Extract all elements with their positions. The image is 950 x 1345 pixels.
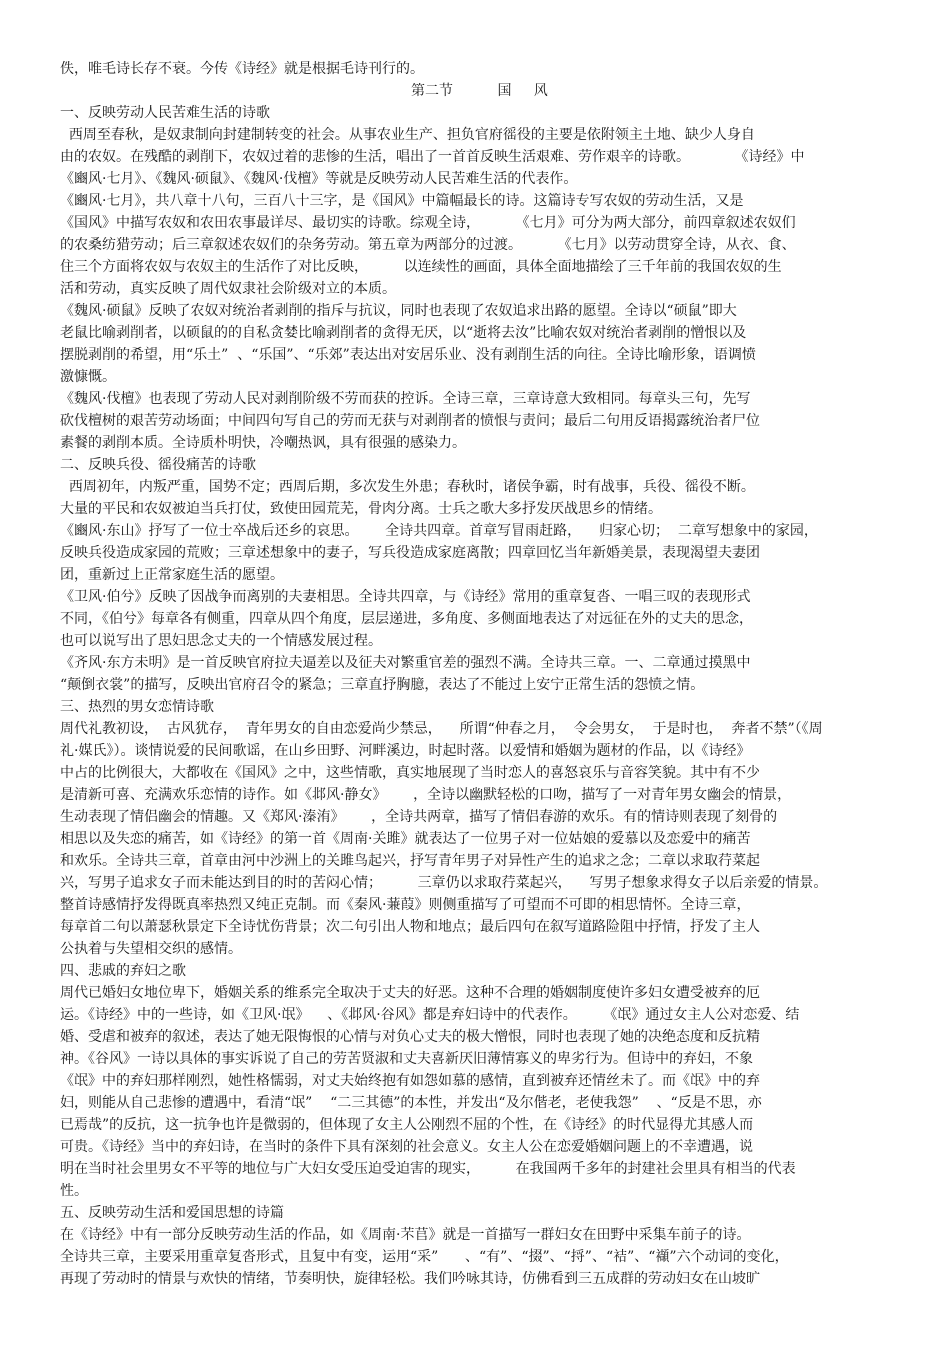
text-line: 明在当时社会里男女不平等的地位与广大妇女受压迫受迫害的现实， 在我国两千多年的封建社会里具有相当的代表	[60, 1161, 796, 1177]
text-line: 性。	[60, 1183, 88, 1199]
text-line: 团，重新过上正常家庭生活的愿望。	[60, 567, 284, 583]
text-line: 由的农奴。在残酷的剥削下，农奴过着的悲惨的生活，唱出了一首首反映生活艰难、劳作艰辛的诗歌。 《诗经》中	[60, 149, 805, 165]
text-line: 兴，写男子追求女子而未能达到目的时的苦闷心情； 三章仍以求取荇菜起兴， 写男子想象求得女子以后亲爱的情景。	[60, 875, 828, 891]
text-line: 大量的平民和农奴被迫当兵打仗，致使田园荒芜，骨肉分离。士兵之歌大多抒发厌战思乡的情绪。	[60, 501, 662, 517]
text-line: 摆脱剥削的希望，用“乐土” 、“乐国”、“乐郊”表达出对安居乐业、没有剥削生活的向往。全诗比喻形象，语调愤	[60, 347, 756, 363]
text-line: 佚，唯毛诗长存不衰。今传《诗经》就是根据毛诗刊行的。	[60, 61, 424, 77]
text-line: 整首诗感情抒发得既真率热烈又纯正克制。而《秦风·蒹葭》则侧重描写了可望而不可即的相思情怀。全诗三章，	[60, 897, 751, 913]
subsection-heading: 一、反映劳动人民苦难生活的诗歌	[60, 105, 270, 121]
text-line: 婚、受虐和被弃的叙述，表达了她无限悔恨的心情与对负心丈夫的极大憎恨，同时也表现了她的决绝态度和反抗精	[60, 1029, 760, 1045]
text-line: 相思以及失恋的痛苦，如《诗经》的第一首《周南·关雎》就表达了一位男子对一位姑娘的爱慕以及恋爱中的痛苦	[60, 831, 751, 847]
text-line: 砍伐檀树的艰苦劳动场面；中间四句写自己的劳而无获与对剥削者的愤恨与责问；最后二句用反语揭露统治者尸位	[60, 413, 760, 429]
text-line: 《豳风·七月》，共八章十八句，三百八十三字，是《国风》中篇幅最长的诗。这篇诗专写农奴的劳动生活，又是	[60, 193, 744, 209]
text-line: 《魏风·硕鼠》反映了农奴对统治者剥削的指斥与抗议，同时也表现了农奴追求出路的愿望。全诗以“硕鼠”即大	[60, 303, 737, 319]
text-line: 生动表现了情侣幽会的情趣。又《郑风·溱洧》 ，全诗共两章，描写了情侣春游的欢乐。有的情诗则表现了刻骨的	[60, 809, 778, 825]
text-line: 反映兵役造成家园的荒败；三章述想象中的妻子，写兵役造成家庭离散；四章回忆当年新婚美景，表现渴望夫妻团	[60, 545, 760, 561]
text-line: 礼·媒氏》）。谈情说爱的民间歌谣，在山乡田野、河畔溪边，时起时落。以爱情和婚姻为题材的作品，以《诗经》	[60, 743, 751, 759]
text-line: 《国风》中描写农奴和农田农事最详尽、最切实的诗歌。综观全诗， 《七月》可分为两大部分，前四章叙述农奴们	[60, 215, 796, 231]
text-line: 西周初年，内叛严重，国势不定；西周后期，多次发生外患；春秋时，诸侯争霸，时有战事，兵役、徭役不断。	[60, 479, 755, 495]
text-line: 每章首二句以萧瑟秋景定下全诗忧伤背景；次二句引出人物和地点；最后四句在叙写道路险阻中抒情，抒发了主人	[60, 919, 760, 935]
text-line: 《氓》中的弃妇那样刚烈，她性格懦弱，对丈夫始终抱有如怨如慕的感情，直到被弃还情丝未了。而《氓》中的弃	[60, 1073, 760, 1089]
text-line: 的农桑纺猎劳动；后三章叙述农奴们的杂务劳动。第五章为两部分的过渡。 《七月》以劳动贯穿全诗，从衣、食、	[60, 237, 796, 253]
text-line: 素餐的剥削本质。全诗质朴明快，冷嘲热讽，具有很强的感染力。	[60, 435, 466, 451]
text-line: 老鼠比喻剥削者，以硕鼠的的自私贪婪比喻剥削者的贪得无厌，以“逝将去汝”比喻农奴对统治者剥削的憎恨以及	[60, 325, 747, 341]
text-line: 运。《诗经》中的一些诗，如《卫风·氓》 、《邶风·谷风》都是弃妇诗中的代表作。 《氓》通过女主人公对恋爱、结	[60, 1007, 800, 1023]
text-line: 《魏风·伐檀》也表现了劳动人民对剥削阶级不劳而获的控诉。全诗三章，三章诗意大致相同。每章头三句，先写	[60, 391, 751, 407]
text-line: 《豳风·东山》抒写了一位士卒战后还乡的哀思。 全诗共四章。首章写冒雨赶路， 归家心切； 二章写想象中的家园，	[60, 523, 818, 539]
text-line: 《齐风·东方未明》是一首反映官府拉夫逼差以及征夫对繁重官差的强烈不满。全诗共三章。一、二章通过摸黑中	[60, 655, 751, 671]
text-line: 神。《谷风》一诗以具体的事实诉说了自己的劳苦贤淑和丈夫喜新厌旧薄情寡义的卑劣行为。但诗中的弃妇，不象	[60, 1051, 753, 1067]
text-line: 全诗共三章，主要采用重章复沓形式，且复中有变，运用“采” 、“有”、“掇”、“捋”、“袺”、“襭”六个动词的变化，	[60, 1249, 789, 1265]
subsection-heading: 三、热烈的男女恋情诗歌	[60, 699, 214, 715]
subsection-heading: 五、反映劳动生活和爱国思想的诗篇	[60, 1205, 284, 1221]
section-heading: 第二节 国 风	[411, 83, 548, 99]
text-line: 妇，则能从自己悲惨的遭遇中，看清“氓” “二三其德”的本性，并发出“及尔偕老，老使我怨” 、“反是不思，亦	[60, 1095, 762, 1111]
text-line: 《豳风·七月》、《魏风·硕鼠》、《魏风·伐檀》等就是反映劳动人民苦难生活的代表作。	[60, 171, 578, 187]
subsection-heading: 二、反映兵役、徭役痛苦的诗歌	[60, 457, 256, 473]
text-line: 在《诗经》中有一部分反映劳动生活的作品，如《周南·芣苢》就是一首描写一群妇女在田野中采集车前子的诗。	[60, 1227, 751, 1243]
text-line: 《卫风·伯兮》反映了因战争而离别的夫妻相思。全诗共四章，与《诗经》常用的重章复沓、一唱三叹的表现形式	[60, 589, 751, 605]
text-line: 激慷慨。	[60, 369, 116, 385]
text-line: 可贵。《诗经》当中的弃妇诗，在当时的条件下具有深刻的社会意义。女主人公在恋爱婚姻问题上的不幸遭遇，说	[60, 1139, 753, 1155]
text-line: 活和劳动，真实反映了周代奴隶社会阶级对立的本质。	[60, 281, 396, 297]
text-line: 公执着与失望相交织的感情。	[60, 941, 242, 957]
text-line: 是清新可喜、充满欢乐恋情的诗作。如《邶风·静女》 ，全诗以幽默轻松的口吻，描写了一对青年男女幽会的情景，	[60, 787, 792, 803]
text-line: 中占的比例很大，大都收在《国风》之中，这些情歌，真实地展现了当时恋人的喜怒哀乐与音容笑貌。其中有不少	[60, 765, 760, 781]
text-line: 也可以说写出了思妇思念丈夫的一个情感发展过程。	[60, 633, 382, 649]
text-line: “颠倒衣裳”的描写，反映出官府召令的紧急；三章直抒胸臆，表达了不能过上安宁正常生活的怨愤之情。	[60, 677, 705, 693]
text-line: 住三个方面将农奴与农奴主的生活作了对比反映， 以连续性的画面，具体全面地描绘了三千年前的我国农奴的生	[60, 259, 782, 275]
text-line: 周代已婚妇女地位卑下，婚姻关系的维系完全取决于丈夫的好恶。这种不合理的婚姻制度使许多妇女遭受被弃的厄	[60, 985, 760, 1001]
text-line: 再现了劳动时的情景与欢快的情绪，节奏明快，旋律轻松。我们吟咏其诗，仿佛看到三五成群的劳动妇女在山坡旷	[60, 1271, 760, 1287]
subsection-heading: 四、悲戚的弃妇之歌	[60, 963, 186, 979]
text-line: 周代礼教初设， 古风犹存， 青年男女的自由恋爱尚少禁忌， 所谓“仲春之月， 令会男女， 于是时也， 奔者不禁”（《周	[60, 721, 823, 737]
text-line: 西周至春秋，是奴隶制向封建制转变的社会。从事农业生产、担负官府徭役的主要是依附领主土地、缺少人身自	[60, 127, 755, 143]
text-line: 不同，《伯兮》每章各有侧重，四章从四个角度，层层递进，多角度、多侧面地表达了对远征在外的丈夫的思念，	[60, 611, 753, 627]
text-line: 和欢乐。全诗共三章，首章由河中沙洲上的关雎鸟起兴，抒写青年男子对异性产生的追求之念；二章以求取荇菜起	[60, 853, 760, 869]
text-line: 已焉哉”的反抗，这一抗争也许是微弱的，但体现了女主人公刚烈不屈的个性，在《诗经》的时代显得尤其感人而	[60, 1117, 754, 1133]
